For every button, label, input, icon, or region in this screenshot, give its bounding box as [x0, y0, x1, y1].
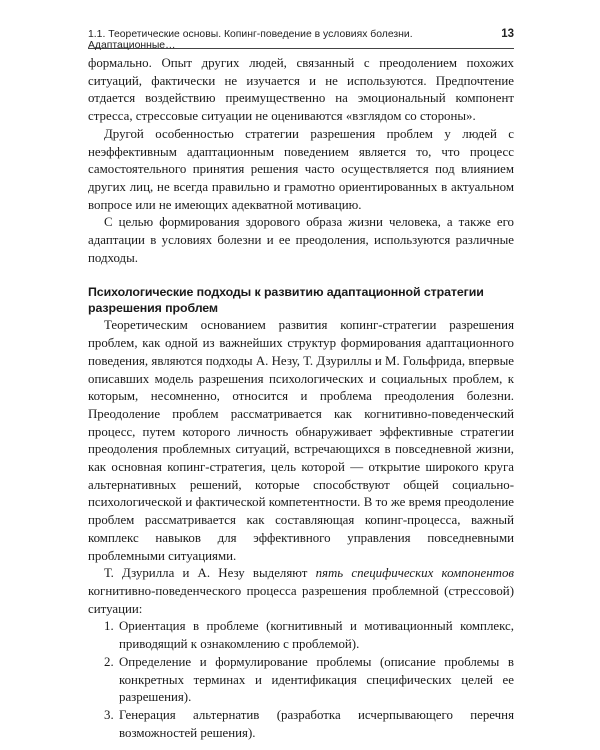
list-item-number: 3.	[104, 707, 114, 722]
paragraph-continued: формально. Опыт других людей, связанный с преодолением похожих ситуаций, фактически не изучается и не используются. Предпочтение отдается воздействию преимущественно на эмоциональный компонент стресса, стрессовые ситуации не оцениваются «взглядом со стороны».	[88, 56, 514, 124]
paragraph: Теоретическим основанием развития копинг-стратегии разрешения проблем, как одной из важнейших структур формирования адаптационного поведения, являются подходы А. Незу, Т. Дзуриллы и М. Гольфрида, впервые описавших модель разрешения психологических и социальных проблем, к которым, несомненно, относится и проблема преодоления болезни. Преодоление проблем рассматривается как когнитивно-поведенческий процесс, путем которого личность обнаруживает эффективные стратегии преодоления проблемных ситуаций, встречающихся в повседневной жизни, как основная копинг-стратегия, цель которой — открытие широкого круга альтернативных решений, которые способствуют общей социально-психологической и фактической компетентности. В то же время преодоление проблем рассматривается как составляющая копинг-процесса, важный комплекс навыков для эффективного управления повседневными проблемными ситуациями.	[88, 318, 514, 563]
paragraph: С целью формирования здорового образа жизни человека, а также его адаптации в условиях болезни и ее преодоления, используются различные подходы.	[88, 215, 514, 265]
page-number: 13	[501, 28, 514, 40]
list-item	[88, 707, 514, 742]
paragraph-components-intro	[88, 565, 514, 618]
running-head	[88, 28, 514, 49]
book-page	[88, 28, 514, 742]
body-text	[88, 55, 514, 742]
list-item-number: 1.	[104, 619, 114, 634]
text-run: Т. Дзурилла и А. Незу выделяют	[104, 566, 316, 581]
paragraph: Другой особенностью стратегии разрешения проблем у людей с неэффективным адаптационным поведением является то, что процесс самостоятельного принятия решения часто осуществляется под влиянием других лиц, не всегда правильно и грамотно ориентированных в актуальном вопросе или не имеющих адекватной мотивацию.	[88, 126, 514, 212]
section-heading: Психологические подходы к развитию адаптационной стратегии разрешения проблем	[88, 285, 484, 316]
list-item-text: Генерация альтернатив (разработка исчерпывающего перечня возможностей решения).	[119, 707, 514, 740]
emphasis-text: пять специфических компонентов	[315, 566, 514, 581]
list-item	[88, 654, 514, 707]
list-item-text: Определение и формулирование проблемы (описание проблемы в конкретных терминах и идентификация специфических целей ее разрешения).	[119, 654, 514, 705]
list-item-text: Ориентация в проблеме (когнитивный и мотивационный комплекс, приводящий к ознакомлению с проблемой).	[119, 619, 514, 652]
text-run: когнитивно-поведенческого процесса разрешения проблемной (стрессовой) ситуации:	[88, 583, 514, 616]
running-title: 1.1. Теоретические основы. Копинг-поведение в условиях болезни. Адаптационные…	[88, 29, 413, 51]
list-item-number: 2.	[104, 654, 114, 669]
list-item	[88, 618, 514, 653]
components-list	[88, 618, 514, 742]
